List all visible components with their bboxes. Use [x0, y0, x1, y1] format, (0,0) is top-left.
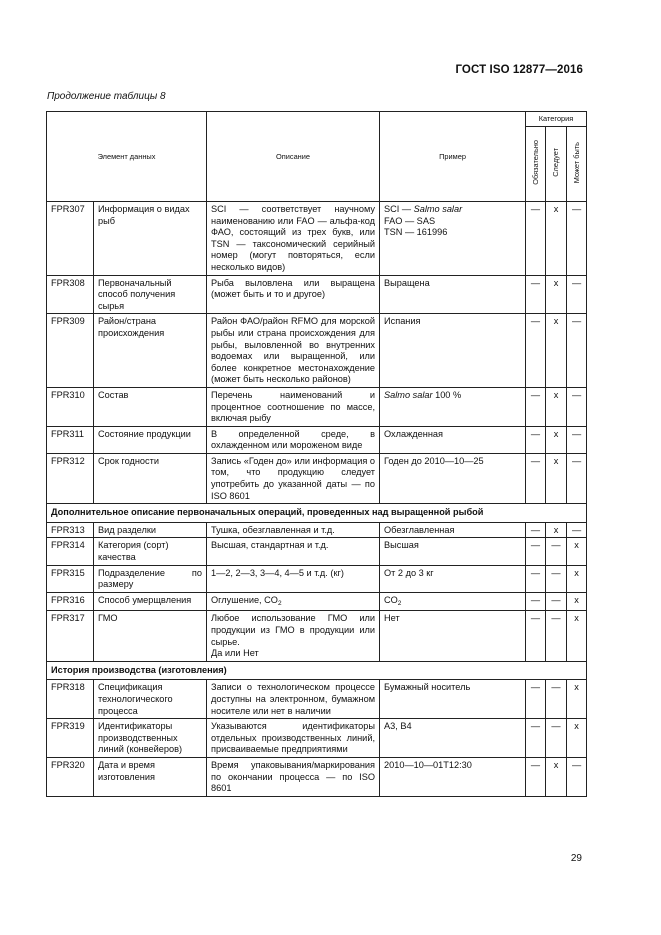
- row-may: x: [567, 680, 587, 719]
- row-should: —: [546, 680, 567, 719]
- row-name: Спецификация технологического процесса: [94, 680, 207, 719]
- row-should: x: [546, 757, 567, 796]
- table-row: [47, 611, 587, 661]
- row-should: x: [546, 522, 567, 538]
- table-row: [47, 592, 587, 611]
- row-example: От 2 до 3 кг: [380, 565, 526, 592]
- row-should: x: [546, 426, 567, 453]
- row-name: Идентификаторы производственных линий (конвейеров): [94, 719, 207, 758]
- row-mandatory: —: [526, 453, 546, 503]
- data-elements-table: [46, 111, 587, 797]
- row-mandatory: —: [526, 275, 546, 314]
- table-row: [47, 426, 587, 453]
- row-should: —: [546, 592, 567, 611]
- row-description: Время упаковывания/маркирования по окончании процесса — по ISO 8601: [207, 757, 380, 796]
- row-may: x: [567, 565, 587, 592]
- row-code: FPR314: [47, 538, 94, 565]
- row-mandatory: —: [526, 522, 546, 538]
- row-code: FPR310: [47, 387, 94, 426]
- header-may: Может быть: [567, 127, 587, 202]
- row-description: Записи о технологическом процессе доступны на электронном, бумажном носителе или нет в наличии: [207, 680, 380, 719]
- row-example: Обезглавленная: [380, 522, 526, 538]
- row-code: FPR317: [47, 611, 94, 661]
- header-element: Элемент данных: [47, 112, 207, 202]
- row-may: —: [567, 522, 587, 538]
- row-mandatory: —: [526, 611, 546, 661]
- row-description: Тушка, обезглавленная и т.д.: [207, 522, 380, 538]
- row-example: Годен до 2010—10—25: [380, 453, 526, 503]
- table-row: [47, 757, 587, 796]
- table-row: [47, 719, 587, 758]
- row-example: A3, B4: [380, 719, 526, 758]
- row-description: SCI — соответствует научному наименованию или FAO — альфа-код ФАО, состоящий из трех букв, или TSN — таксономический серийный номер (могут повторяться, если несколько видов): [207, 202, 380, 276]
- row-example: Бумажный носитель: [380, 680, 526, 719]
- row-description: В определенной среде, в охлажденном или мороженом виде: [207, 426, 380, 453]
- row-description: Указываются идентификаторы отдельных производственных линий, присваиваемые предприятиями: [207, 719, 380, 758]
- row-example: Выращена: [380, 275, 526, 314]
- row-should: x: [546, 314, 567, 388]
- section-row: [47, 661, 587, 680]
- row-code: FPR315: [47, 565, 94, 592]
- row-name: Срок годности: [94, 453, 207, 503]
- row-mandatory: —: [526, 314, 546, 388]
- standard-designation: ГОСТ ISO 12877—2016: [455, 64, 583, 76]
- row-example: SCI — Salmo salar FAO — SAS TSN — 161996: [380, 202, 526, 276]
- table-row: [47, 314, 587, 388]
- row-mandatory: —: [526, 538, 546, 565]
- row-code: FPR313: [47, 522, 94, 538]
- page-number: 29: [570, 853, 582, 864]
- row-name: Состояние продукции: [94, 426, 207, 453]
- row-example: 2010—10—01T12:30: [380, 757, 526, 796]
- row-mandatory: —: [526, 719, 546, 758]
- row-may: x: [567, 538, 587, 565]
- row-mandatory: —: [526, 202, 546, 276]
- row-name: Район/страна происхождения: [94, 314, 207, 388]
- table-row: [47, 565, 587, 592]
- row-code: FPR320: [47, 757, 94, 796]
- row-mandatory: —: [526, 680, 546, 719]
- row-name: ГМО: [94, 611, 207, 661]
- table-row: [47, 680, 587, 719]
- row-name: Первоначальный способ получения сырья: [94, 275, 207, 314]
- row-code: FPR309: [47, 314, 94, 388]
- row-may: —: [567, 453, 587, 503]
- row-should: x: [546, 202, 567, 276]
- row-name: Способ умерщвления: [94, 592, 207, 611]
- row-should: —: [546, 565, 567, 592]
- row-description: Высшая, стандартная и т.д.: [207, 538, 380, 565]
- row-may: —: [567, 275, 587, 314]
- row-may: —: [567, 314, 587, 388]
- row-description: Рыба выловлена или выращена (может быть и то и другое): [207, 275, 380, 314]
- row-name: Подразделение по размеру: [94, 565, 207, 592]
- row-description: Район ФАО/район RFMO для морской рыбы или страна происхождения для рыбы, выловленной во внутренних водоемах или выращенной, или более конкретное местонахождение (может быть несколько районов): [207, 314, 380, 388]
- header-category: Категория: [526, 112, 587, 127]
- row-example: Нет: [380, 611, 526, 661]
- row-should: x: [546, 387, 567, 426]
- table-row: [47, 522, 587, 538]
- row-description: Оглушение, $CO_2$: [207, 592, 380, 611]
- table-row: [47, 202, 587, 276]
- row-name: Информация о видах рыб: [94, 202, 207, 276]
- section-heading: Дополнительное описание первоначальных операций, проведенных над выращенной рыбой: [47, 504, 587, 523]
- row-may: x: [567, 592, 587, 611]
- row-code: FPR316: [47, 592, 94, 611]
- header-should: Следует: [546, 127, 567, 202]
- table-row: [47, 387, 587, 426]
- row-may: —: [567, 757, 587, 796]
- row-should: —: [546, 719, 567, 758]
- row-mandatory: —: [526, 426, 546, 453]
- row-mandatory: —: [526, 592, 546, 611]
- row-description: Перечень наименований и процентное соотношение по массе, включая рыбу: [207, 387, 380, 426]
- row-may: —: [567, 387, 587, 426]
- row-description: Любое использование ГМО или продукции из ГМО в продукции или сырье. Да или Нет: [207, 611, 380, 661]
- table-row: [47, 453, 587, 503]
- row-code: FPR318: [47, 680, 94, 719]
- row-may: x: [567, 719, 587, 758]
- header-row: [47, 112, 587, 127]
- row-example: Испания: [380, 314, 526, 388]
- row-name: Вид разделки: [94, 522, 207, 538]
- row-name: Состав: [94, 387, 207, 426]
- row-should: —: [546, 611, 567, 661]
- row-may: —: [567, 202, 587, 276]
- row-description: Запись «Годен до» или информация о том, что продукцию следует употребить до указанной даты — по ISO 8601: [207, 453, 380, 503]
- table-row: [47, 538, 587, 565]
- row-description: 1—2, 2—3, 3—4, 4—5 и т.д. (кг): [207, 565, 380, 592]
- row-name: Категория (сорт) качества: [94, 538, 207, 565]
- row-should: x: [546, 275, 567, 314]
- row-code: FPR319: [47, 719, 94, 758]
- header-example: Пример: [380, 112, 526, 202]
- row-example: Охлажденная: [380, 426, 526, 453]
- row-example: Salmo salar 100 %: [380, 387, 526, 426]
- row-code: FPR308: [47, 275, 94, 314]
- row-should: —: [546, 538, 567, 565]
- row-example: Высшая: [380, 538, 526, 565]
- row-name: Дата и время изготовления: [94, 757, 207, 796]
- row-code: FPR307: [47, 202, 94, 276]
- row-mandatory: —: [526, 757, 546, 796]
- row-example: $CO_2$: [380, 592, 526, 611]
- row-may: x: [567, 611, 587, 661]
- section-heading: История производства (изготовления): [47, 661, 587, 680]
- section-row: [47, 504, 587, 523]
- row-code: FPR312: [47, 453, 94, 503]
- row-mandatory: —: [526, 565, 546, 592]
- row-should: x: [546, 453, 567, 503]
- table-caption: Продолжение таблицы 8: [47, 91, 166, 102]
- header-mandatory: Обязательно: [526, 127, 546, 202]
- row-may: —: [567, 426, 587, 453]
- table-row: [47, 275, 587, 314]
- row-mandatory: —: [526, 387, 546, 426]
- header-description: Описание: [207, 112, 380, 202]
- row-code: FPR311: [47, 426, 94, 453]
